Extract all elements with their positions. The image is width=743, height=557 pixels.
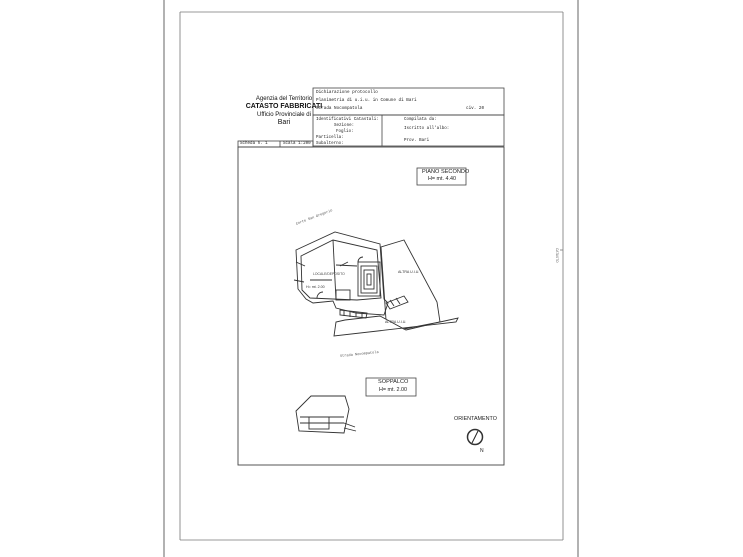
- drawing-scale: Scala 1:200: [283, 142, 311, 146]
- identifier-particella: Particella:: [316, 136, 344, 140]
- identifier-foglio: Foglio:: [336, 130, 354, 134]
- declaration-civic: civ. 20: [466, 106, 485, 111]
- agency-name: Agenzia del Territorio: [255, 96, 313, 102]
- other-unit-lower: ALTRA U.I.U.: [385, 320, 407, 324]
- office-city: Bari: [277, 119, 291, 126]
- mezzanine-height: H= mt. 2.00: [379, 387, 408, 393]
- identifier-sezione: Sezione:: [334, 124, 355, 128]
- declaration-address: Strada Nocompatola: [316, 106, 363, 111]
- street-bottom-label: Strada Nocompatola: [339, 350, 379, 359]
- sheet-number: Scheda n. 1: [240, 142, 268, 146]
- margin-note: CATASTO: [555, 248, 559, 263]
- mezzanine-title: SOPPALCO: [378, 379, 409, 385]
- orientation-label: ORIENTAMENTO: [454, 416, 497, 422]
- declaration-title: Dichiarazione protocollo: [316, 90, 378, 95]
- office-label: Ufficio Provinciale di: [257, 112, 311, 118]
- identifier-subalterno: Subalterno:: [316, 142, 344, 146]
- room-height: H= mt. 2.00: [306, 285, 325, 289]
- floor-title: PIANO SECONDO: [422, 169, 470, 175]
- compiled-by: Compilata da:: [404, 118, 437, 122]
- province: Prov. Bari: [404, 139, 430, 143]
- street-top-label: Corte San Gregorio: [295, 209, 334, 227]
- registered-albo: Iscritto all'albo:: [404, 127, 450, 131]
- floor-height: H= mt. 4.40: [428, 176, 457, 182]
- declaration-line1: Planimetria di u.i.u. in Comune di Bari: [316, 98, 417, 103]
- other-unit-upper: ALTRA U.I.U.: [398, 270, 420, 274]
- identifiers-title: Identificativi Catastali:: [316, 118, 379, 122]
- catasto-title: CATASTO FABBRICATI: [245, 103, 323, 110]
- room-label: LOCALE/DEPOSITO: [313, 272, 345, 276]
- north-icon: N: [480, 448, 484, 454]
